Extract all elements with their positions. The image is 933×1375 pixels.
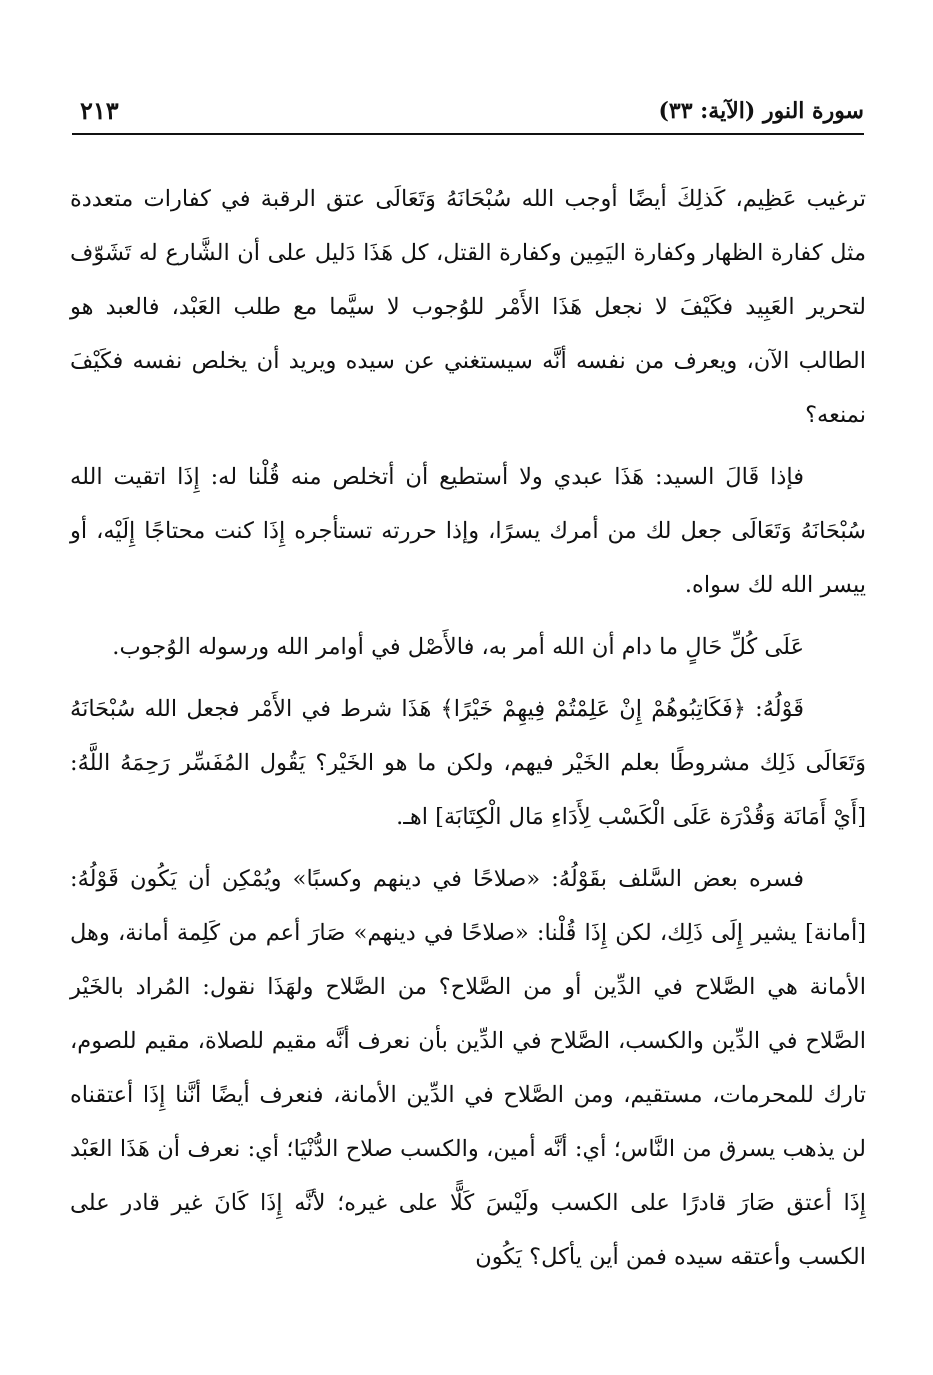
paragraph-1: ترغيب عَظِيم، كَذلِكَ أيضًا أوجب الله سُبْحَانَهُ وَتَعَالَى عتق الرقبة في كفارات متعددة مثل كفارة الظهار وكفارة اليَمِين وكفارة القتل، كل هَذَا دَليل على أن الشَّارع له تَشَوّف لتحرير العَبِيد فكَيْفَ لا نجعل هَذَا الأَمْر للوُجوب لا سيَّما مع طلب العَبْد، فالعبد هو الطالب الآن، ويعرف من نفسه أنَّه سيستغني عن سيده ويريد أن يخلص نفسه فكَيْفَ نمنعه؟: [70, 186, 866, 428]
text-body: [70, 172, 866, 1284]
paragraph-3: عَلَى كُلِّ حَالٍ ما دام أن الله أمر به، فالأَصْل في أوامر الله ورسوله الوُجوب.: [112, 634, 804, 660]
surah-header-title: سورة النور (الآية: ٣٣): [658, 98, 864, 124]
paragraph-2: فإذا قَالَ السيد: هَذَا عبدي ولا أستطيع أن أتخلص منه قُلْنا له: إِذَا اتقيت الله سُبْحَانَهُ وَتَعَالَى جعل لك من أمرك يسرًا، وإذا حررته تستأجره إِذَا كنت محتاجًا إِلَيْه، أو ييسر الله لك سواه.: [70, 464, 866, 598]
running-header: [72, 92, 864, 132]
paragraph-5: فسره بعض السَّلف بقَوْلُهُ: «صلاحًا في دينهم وكسبًا» ويُمْكِن أن يَكُون قَوْلُهُ: [أمانة] يشير إِلَى ذَلِك، لكن إِذَا قُلْنا: «صلاحًا في دينهم» صَارَ أعم من كَلِمة أمانة، وهل الأمانة هي الصَّلاح في الدِّين أو من الصَّلاح؟ من الصَّلاح ولهَذَا نقول: المُراد بالخَيْر الصَّلاح في الدِّين والكسب، الصَّلاح في الدِّين بأن نعرف أنَّه مقيم للصلاة، مقيم للصوم، تارك للمحرمات، مستقيم، ومن الصَّلاح في الدِّين الأمانة، فنعرف أيضًا أنَّنا إِذَا أعتقناه لن يذهب يسرق من النَّاس؛ أي: أنَّه أمين، والكسب صلاح الدُّنْيَا؛ أي: نعرف أن هَذَا العَبْد إِذَا أعتق صَارَ قادرًا على الكسب ولَيْسَ كَلًّا على غيره؛ لأنَّه إِذَا كَانَ غير قادر على الكسب وأعتقه سيده فمن أين يأكل؟ يَكُون: [70, 866, 866, 1270]
page-number: ٢١٣: [80, 96, 119, 125]
paragraph-4: قَوْلُهُ: ﴿فَكَاتِبُوهُمْ إِنْ عَلِمْتُمْ فِيهِمْ خَيْرًا﴾ هَذَا شرط في الأَمْر فجعل الله سُبْحَانَهُ وَتَعَالَى ذَلِك مشروطًا بعلم الخَيْر فيهم، ولكن ما هو الخَيْر؟ يَقُول المُفَسِّر رَحِمَهُ اللَّهُ: [أَيْ أَمَانَة وَقُدْرَة عَلَى الْكَسْب لِأَدَاءِ مَال الْكِتَابَة] اهـ.: [70, 696, 866, 830]
header-divider: [72, 133, 864, 135]
